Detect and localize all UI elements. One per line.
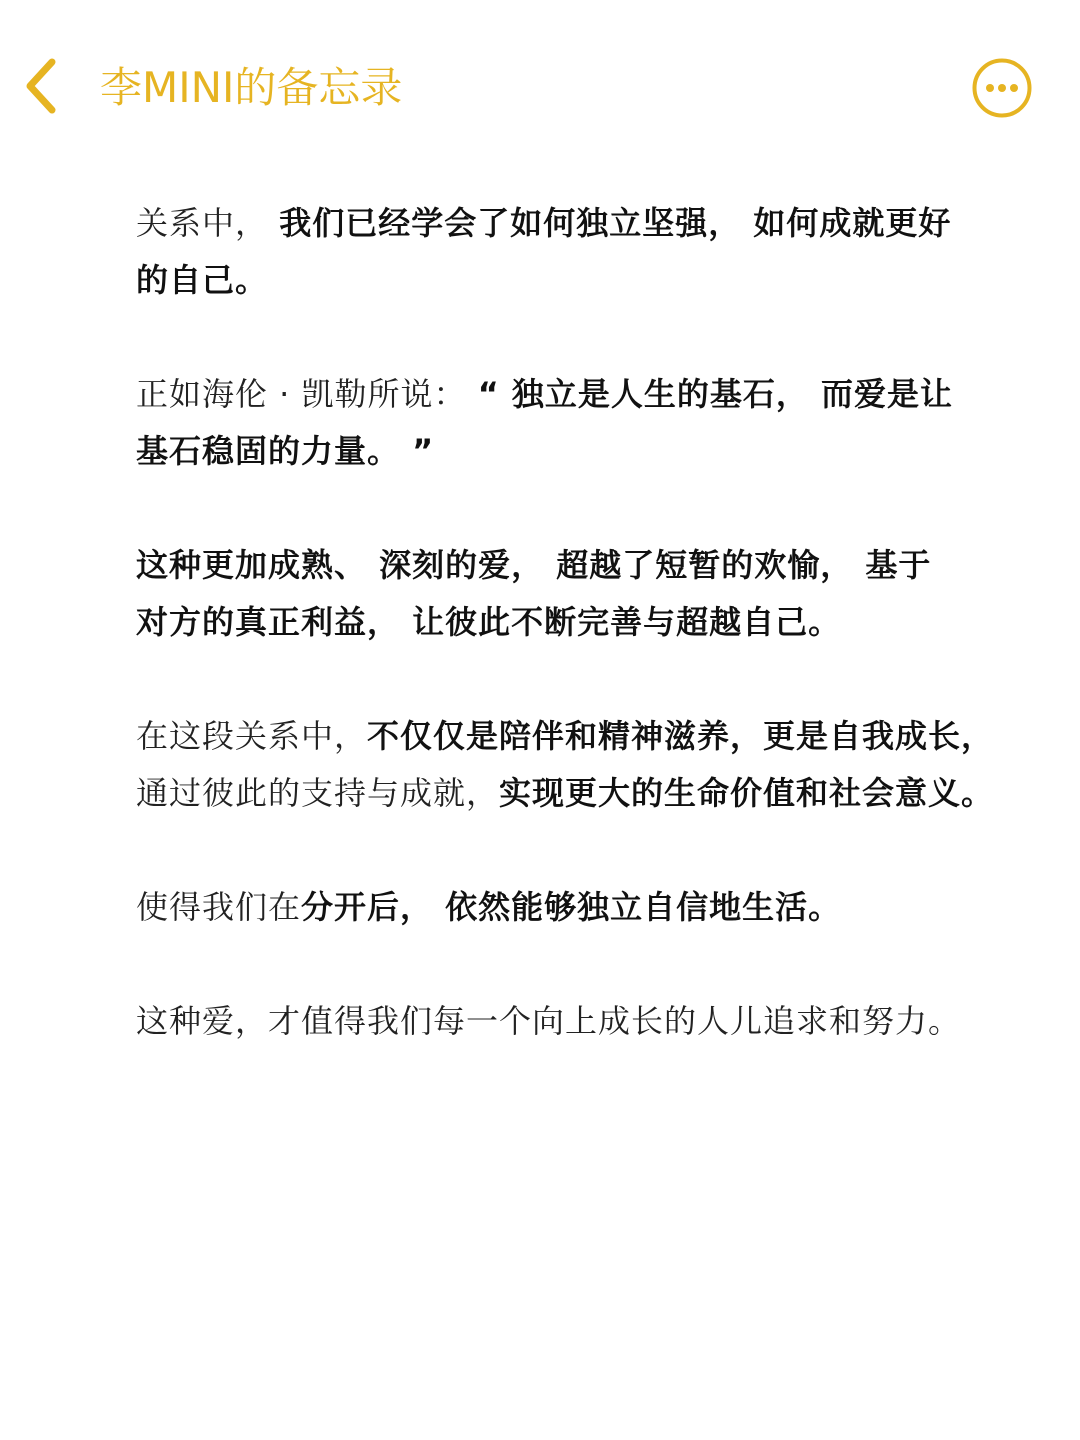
memo-text-bold: 不仅仅是陪伴和精神滋养，更是自我成长， <box>367 717 995 755</box>
memo-text-bold: 的自己。 <box>136 261 269 299</box>
memo-paragraph <box>136 993 981 1050</box>
memo-text-bold: 对方的真正利益， 让彼此不断完善与超越自己。 <box>136 603 842 641</box>
more-horizontal-icon <box>971 57 1033 119</box>
memo-text-normal: 通过彼此的支持与成就， <box>136 774 500 812</box>
memo-text-normal: 这种爱，才值得我们每一个向上成长的人儿追求和努力。 <box>136 1002 962 1040</box>
memo-line <box>136 993 981 1050</box>
memo-text-bold: 我们已经学会了如何独立坚强， 如何成就更好 <box>279 204 952 242</box>
memo-line <box>136 765 995 822</box>
memo-line <box>136 423 981 480</box>
memo-text-bold: “ 独立是人生的基石， 而爱是让 <box>477 375 954 413</box>
more-button[interactable] <box>971 57 1033 119</box>
memo-paragraph <box>136 879 981 936</box>
back-button[interactable] <box>14 50 70 122</box>
memo-paragraph <box>136 195 981 309</box>
memo-text-bold: 这种更加成熟、 深刻的爱， 超越了短暂的欢愉， 基于 <box>136 546 932 584</box>
memo-paragraph <box>136 708 995 822</box>
memo-text-bold: 分开后， 依然能够独立自信地生活。 <box>301 888 842 926</box>
memo-text-normal: 正如海伦 · 凯勒所说： <box>136 375 478 413</box>
page-title: 李MINI的备忘录 <box>100 63 403 112</box>
memo-line <box>136 366 981 423</box>
memo-line <box>136 594 981 651</box>
memo-paragraph <box>136 537 981 651</box>
memo-text-normal: 在这段关系中， <box>136 717 368 755</box>
memo-line <box>136 537 981 594</box>
memo-body <box>136 195 995 1107</box>
memo-line <box>136 879 981 936</box>
memo-text-bold: 基石稳固的力量。 ” <box>136 432 435 470</box>
memo-text-normal: 关系中， <box>136 204 280 242</box>
chevron-left-icon <box>14 50 70 122</box>
memo-line <box>136 708 995 765</box>
memo-paragraph <box>136 366 981 480</box>
memo-text-normal: 使得我们在 <box>136 888 302 926</box>
memo-line <box>136 195 981 252</box>
app-header <box>0 0 1080 175</box>
memo-line <box>136 252 981 309</box>
memo-text-bold: 实现更大的生命价值和社会意义。 <box>499 774 995 812</box>
